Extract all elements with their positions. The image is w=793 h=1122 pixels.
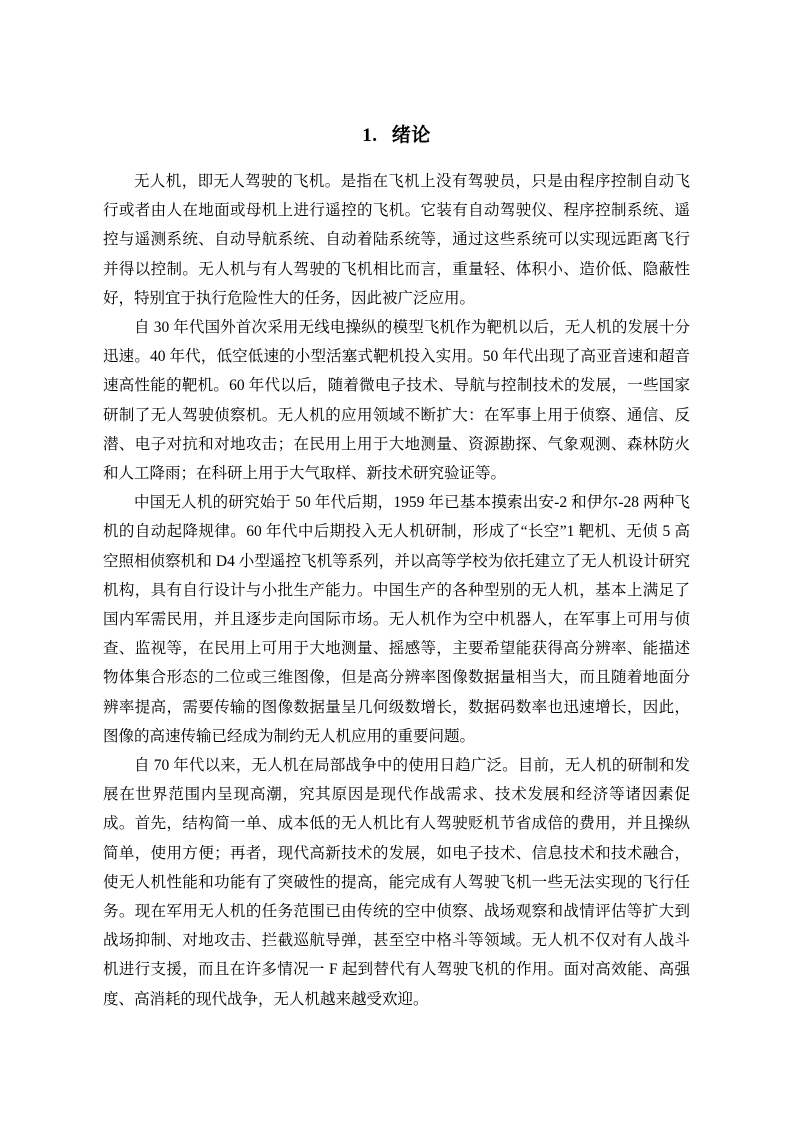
paragraph-china-research: 中国无人机的研究始于 50 年代后期，1959 年已基本摸索出安-2 和伊尔-28 两种飞机的自动起降规律。60 年代中后期投入无人机研制，形成了“长空”1 靶机、无侦 5 高空照相侦察机和 D4 小型遥控飞机等系列，并以高等学校为依托建立了无人机设计研究机构，具有自行设计与小批生产能力。中国生产的各种型别的无人机，基本上满足了国内军需民用，并且逐步走向国际市场。无人机作为空中机器人，在军事上可用与侦查、监视等，在民用上可用于大地测量、摇感等，主要希望能获得高分辨率、能描述物体集合形态的二位或三维图像，但是高分辨率图像数据量相当大，而且随着地面分辨率提高，需要传输的图像数据量呈几何级数增长，数据码数率也迅速增长，因此，图像的高速传输已经成为制约无人机应用的重要问题。 xyxy=(103,494,690,745)
paragraph-intro-definition: 无人机，即无人驾驶的飞机。是指在飞机上没有驾驶员，只是由程序控制自动飞行或者由人在地面或母机上进行遥控的飞机。它装有自动驾驶仪、程序控制系统、遥控与遥测系统、自动导航系统、自动着陆系统等，通过这些系统可以实现远距离飞行并得以控制。无人机与有人驾驶的飞机相比而言，重量轻、体积小、造价低、隐蔽性好，特别宜于执行危险性大的任务，因此被广泛应用。 xyxy=(103,173,690,307)
section-heading-title: 绪论 xyxy=(391,125,431,146)
paragraph-modern-warfare: 自 70 年代以来，无人机在局部战争中的使用日趋广泛。目前，无人机的研制和发展在世界范围内呈现高潮，究其原因是现代作战需求、技术发展和经济等诸因素促成。首先，结构简一单、成本低的无人机比有人驾驶贬机节省成倍的费用，并且操纵简单，使用方便；再者，现代高新技术的发展，如电子技术、信息技术和技术融合，使无人机性能和功能有了突破性的提高，能完成有人驾驶飞机一些无法实现的飞行任务。现在军用无人机的任务范围已由传统的空中侦察、战场观察和战情评估等扩大到战场抑制、对地攻击、拦截巡航导弹，甚至空中格斗等领域。无人机不仅对有人战斗机进行支援，而且在许多情况一 F 起到替代有人驾驶飞机的作用。面对高效能、高强度、高消耗的现代战争，无人机越来越受欢迎。 xyxy=(103,757,690,1008)
paragraph-history-development: 自 30 年代国外首次采用无线电操纵的模型飞机作为靶机以后，无人机的发展十分迅速。40 年代，低空低速的小型活塞式靶机投入实用。50 年代出现了高亚音速和超音速高性能的靶机。60 年代以后，随着微电子技术、导航与控制技术的发展，一些国家研制了无人驾驶侦察机。无人机的应用领域不断扩大：在军事上用于侦察、通信、反潜、电子对抗和对地攻击；在民用上用于大地测量、资源勘探、气象观测、森林防火和人工降雨；在科研上用于大气取样、新技术研究验证等。 xyxy=(103,319,690,483)
section-heading xyxy=(103,124,690,147)
document-body xyxy=(103,167,690,1014)
section-heading-number: 1. xyxy=(362,125,378,146)
